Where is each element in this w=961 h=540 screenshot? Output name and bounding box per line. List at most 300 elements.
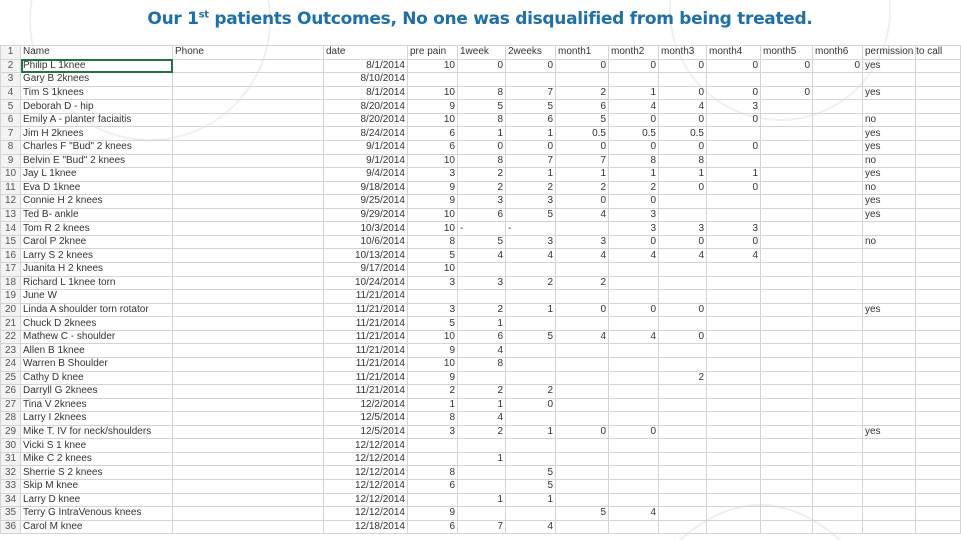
cell-date[interactable]: 8/1/2014	[324, 86, 408, 100]
cell-name[interactable]: Connie H 2 knees	[21, 195, 173, 209]
row-number[interactable]: 21	[1, 317, 21, 331]
cell-permission[interactable]	[863, 249, 916, 263]
cell-extra[interactable]	[916, 439, 961, 453]
cell-pre-pain[interactable]: 2	[408, 385, 458, 399]
cell-date[interactable]: 12/12/2014	[324, 439, 408, 453]
cell-month6[interactable]	[813, 168, 863, 182]
row-number[interactable]: 20	[1, 303, 21, 317]
cell-1week[interactable]: 0	[458, 140, 506, 154]
cell-1week[interactable]: 1	[458, 398, 506, 412]
cell-1week[interactable]: 2	[458, 425, 506, 439]
cell-month1[interactable]	[556, 357, 609, 371]
cell-1week[interactable]: 3	[458, 195, 506, 209]
cell-month3[interactable]	[659, 385, 707, 399]
cell-pre-pain[interactable]: 10	[408, 154, 458, 168]
cell-name[interactable]: Jay L 1knee	[21, 168, 173, 182]
row-number[interactable]: 36	[1, 520, 21, 534]
row-number[interactable]: 31	[1, 452, 21, 466]
cell-month5[interactable]	[761, 181, 813, 195]
cell-1week[interactable]: 6	[458, 330, 506, 344]
cell-month1[interactable]: 1	[556, 168, 609, 182]
cell-month2[interactable]	[609, 493, 659, 507]
cell-date[interactable]: 12/18/2014	[324, 520, 408, 534]
cell-month4[interactable]	[707, 398, 761, 412]
cell-permission[interactable]	[863, 466, 916, 480]
cell-extra[interactable]	[916, 317, 961, 331]
cell-phone[interactable]	[173, 493, 324, 507]
cell-2weeks[interactable]: 4	[506, 520, 556, 534]
cell-1week[interactable]: 4	[458, 412, 506, 426]
cell-pre-pain[interactable]: 1	[408, 398, 458, 412]
cell-permission[interactable]	[863, 357, 916, 371]
cell-month3[interactable]	[659, 480, 707, 494]
cell-permission[interactable]: no	[863, 113, 916, 127]
cell-month1[interactable]	[556, 493, 609, 507]
cell-2weeks[interactable]: 0	[506, 398, 556, 412]
cell-month1[interactable]	[556, 520, 609, 534]
cell-1week[interactable]: 8	[458, 113, 506, 127]
cell-month1[interactable]: 0	[556, 59, 609, 73]
cell-month1[interactable]: 0	[556, 303, 609, 317]
cell-2weeks[interactable]	[506, 507, 556, 521]
cell-permission[interactable]: yes	[863, 86, 916, 100]
cell-permission[interactable]	[863, 480, 916, 494]
cell-phone[interactable]	[173, 398, 324, 412]
cell-month3[interactable]: 0.5	[659, 127, 707, 141]
cell-name[interactable]: Carol P 2knee	[21, 235, 173, 249]
cell-month4[interactable]: 0	[707, 59, 761, 73]
header-cell-2weeks[interactable]: 2weeks	[506, 46, 556, 60]
cell-month2[interactable]: 4	[609, 330, 659, 344]
cell-month3[interactable]	[659, 290, 707, 304]
cell-month2[interactable]	[609, 398, 659, 412]
cell-month1[interactable]: 6	[556, 100, 609, 114]
cell-phone[interactable]	[173, 303, 324, 317]
cell-date[interactable]: 9/25/2014	[324, 195, 408, 209]
cell-date[interactable]: 9/18/2014	[324, 181, 408, 195]
cell-extra[interactable]	[916, 263, 961, 277]
cell-month6[interactable]	[813, 73, 863, 87]
cell-date[interactable]: 9/1/2014	[324, 140, 408, 154]
cell-month6[interactable]	[813, 127, 863, 141]
cell-month2[interactable]: 0	[609, 140, 659, 154]
cell-month6[interactable]	[813, 113, 863, 127]
cell-month5[interactable]	[761, 154, 813, 168]
cell-1week[interactable]: 4	[458, 249, 506, 263]
cell-1week[interactable]: 1	[458, 452, 506, 466]
cell-month3[interactable]	[659, 73, 707, 87]
cell-month3[interactable]	[659, 439, 707, 453]
cell-pre-pain[interactable]: 9	[408, 371, 458, 385]
cell-2weeks[interactable]	[506, 344, 556, 358]
cell-extra[interactable]	[916, 100, 961, 114]
cell-month6[interactable]	[813, 290, 863, 304]
cell-month4[interactable]	[707, 73, 761, 87]
cell-extra[interactable]	[916, 425, 961, 439]
cell-month1[interactable]: 4	[556, 330, 609, 344]
cell-month5[interactable]	[761, 412, 813, 426]
cell-month1[interactable]: 7	[556, 154, 609, 168]
cell-phone[interactable]	[173, 439, 324, 453]
cell-name[interactable]: Deborah D - hip	[21, 100, 173, 114]
cell-month2[interactable]: 0	[609, 303, 659, 317]
cell-2weeks[interactable]: 5	[506, 100, 556, 114]
cell-date[interactable]: 11/21/2014	[324, 317, 408, 331]
cell-permission[interactable]	[863, 385, 916, 399]
row-number[interactable]: 2	[1, 59, 21, 73]
cell-pre-pain[interactable]: 9	[408, 100, 458, 114]
cell-month5[interactable]	[761, 507, 813, 521]
cell-permission[interactable]: yes	[863, 303, 916, 317]
cell-month3[interactable]: 0	[659, 86, 707, 100]
cell-month4[interactable]	[707, 303, 761, 317]
cell-month6[interactable]	[813, 371, 863, 385]
cell-month4[interactable]	[707, 507, 761, 521]
cell-permission[interactable]	[863, 222, 916, 236]
cell-1week[interactable]	[458, 480, 506, 494]
cell-date[interactable]: 12/2/2014	[324, 398, 408, 412]
cell-pre-pain[interactable]: 6	[408, 520, 458, 534]
cell-date[interactable]: 11/21/2014	[324, 303, 408, 317]
cell-month1[interactable]: 0	[556, 195, 609, 209]
cell-pre-pain[interactable]	[408, 439, 458, 453]
cell-name[interactable]: Mike C 2 knees	[21, 452, 173, 466]
header-cell-date[interactable]: date	[324, 46, 408, 60]
cell-phone[interactable]	[173, 222, 324, 236]
cell-pre-pain[interactable]: 3	[408, 168, 458, 182]
cell-phone[interactable]	[173, 290, 324, 304]
cell-1week[interactable]: 0	[458, 59, 506, 73]
cell-month3[interactable]: 0	[659, 113, 707, 127]
cell-date[interactable]: 10/24/2014	[324, 276, 408, 290]
cell-extra[interactable]	[916, 520, 961, 534]
cell-month5[interactable]	[761, 480, 813, 494]
cell-1week[interactable]: 1	[458, 127, 506, 141]
cell-month6[interactable]	[813, 140, 863, 154]
cell-1week[interactable]: 6	[458, 208, 506, 222]
cell-extra[interactable]	[916, 222, 961, 236]
cell-date[interactable]: 11/21/2014	[324, 371, 408, 385]
cell-1week[interactable]	[458, 371, 506, 385]
cell-2weeks[interactable]	[506, 439, 556, 453]
cell-month4[interactable]: 4	[707, 249, 761, 263]
cell-permission[interactable]	[863, 276, 916, 290]
cell-month3[interactable]	[659, 412, 707, 426]
header-cell-pre-pain[interactable]: pre pain	[408, 46, 458, 60]
cell-1week[interactable]	[458, 73, 506, 87]
row-number[interactable]: 25	[1, 371, 21, 385]
cell-phone[interactable]	[173, 371, 324, 385]
cell-month3[interactable]: 4	[659, 100, 707, 114]
cell-name[interactable]: Richard L 1knee torn	[21, 276, 173, 290]
cell-month5[interactable]	[761, 330, 813, 344]
cell-1week[interactable]	[458, 439, 506, 453]
cell-month4[interactable]	[707, 276, 761, 290]
cell-extra[interactable]	[916, 195, 961, 209]
cell-2weeks[interactable]: -	[506, 222, 556, 236]
cell-month5[interactable]	[761, 263, 813, 277]
cell-phone[interactable]	[173, 425, 324, 439]
header-cell-month5[interactable]: month5	[761, 46, 813, 60]
row-number[interactable]: 33	[1, 480, 21, 494]
cell-month6[interactable]	[813, 249, 863, 263]
cell-month2[interactable]: 0	[609, 425, 659, 439]
row-number[interactable]: 15	[1, 235, 21, 249]
row-number[interactable]: 11	[1, 181, 21, 195]
cell-month6[interactable]: 0	[813, 59, 863, 73]
cell-2weeks[interactable]	[506, 412, 556, 426]
cell-month4[interactable]	[707, 127, 761, 141]
cell-month3[interactable]	[659, 507, 707, 521]
row-number[interactable]: 14	[1, 222, 21, 236]
cell-month6[interactable]	[813, 330, 863, 344]
cell-1week[interactable]: 5	[458, 100, 506, 114]
cell-month2[interactable]	[609, 452, 659, 466]
cell-date[interactable]: 12/12/2014	[324, 452, 408, 466]
cell-month6[interactable]	[813, 493, 863, 507]
cell-month1[interactable]: 0.5	[556, 127, 609, 141]
cell-month6[interactable]	[813, 412, 863, 426]
cell-2weeks[interactable]: 1	[506, 127, 556, 141]
cell-date[interactable]: 9/4/2014	[324, 168, 408, 182]
cell-date[interactable]: 8/24/2014	[324, 127, 408, 141]
cell-2weeks[interactable]: 2	[506, 181, 556, 195]
cell-pre-pain[interactable]: 8	[408, 412, 458, 426]
cell-extra[interactable]	[916, 480, 961, 494]
cell-month4[interactable]	[707, 208, 761, 222]
cell-phone[interactable]	[173, 195, 324, 209]
cell-month1[interactable]: 5	[556, 507, 609, 521]
cell-phone[interactable]	[173, 168, 324, 182]
cell-month5[interactable]	[761, 235, 813, 249]
row-number[interactable]: 12	[1, 195, 21, 209]
cell-2weeks[interactable]: 7	[506, 86, 556, 100]
cell-phone[interactable]	[173, 127, 324, 141]
cell-month4[interactable]	[707, 344, 761, 358]
cell-permission[interactable]	[863, 493, 916, 507]
cell-pre-pain[interactable]	[408, 493, 458, 507]
cell-month2[interactable]: 0	[609, 113, 659, 127]
cell-1week[interactable]: 2	[458, 181, 506, 195]
cell-extra[interactable]	[916, 113, 961, 127]
cell-month3[interactable]: 0	[659, 140, 707, 154]
header-cell-1week[interactable]: 1week	[458, 46, 506, 60]
cell-date[interactable]: 12/5/2014	[324, 425, 408, 439]
cell-month6[interactable]	[813, 100, 863, 114]
row-number[interactable]: 24	[1, 357, 21, 371]
cell-month5[interactable]	[761, 140, 813, 154]
cell-month2[interactable]	[609, 276, 659, 290]
cell-month3[interactable]	[659, 452, 707, 466]
cell-permission[interactable]	[863, 412, 916, 426]
cell-name[interactable]: Tim S 1knees	[21, 86, 173, 100]
cell-date[interactable]: 12/12/2014	[324, 466, 408, 480]
cell-2weeks[interactable]: 0	[506, 59, 556, 73]
cell-name[interactable]: Ted B- ankle	[21, 208, 173, 222]
cell-month5[interactable]	[761, 249, 813, 263]
cell-permission[interactable]	[863, 100, 916, 114]
cell-2weeks[interactable]: 4	[506, 249, 556, 263]
cell-phone[interactable]	[173, 276, 324, 290]
cell-month2[interactable]	[609, 385, 659, 399]
cell-date[interactable]: 8/20/2014	[324, 113, 408, 127]
header-cell-month2[interactable]: month2	[609, 46, 659, 60]
cell-month2[interactable]	[609, 412, 659, 426]
cell-month1[interactable]: 4	[556, 249, 609, 263]
cell-date[interactable]: 12/12/2014	[324, 480, 408, 494]
cell-permission[interactable]: yes	[863, 140, 916, 154]
cell-month3[interactable]	[659, 520, 707, 534]
cell-extra[interactable]	[916, 73, 961, 87]
cell-name[interactable]: Mike T. IV for neck/shoulders	[21, 425, 173, 439]
cell-phone[interactable]	[173, 235, 324, 249]
row-number[interactable]: 7	[1, 127, 21, 141]
cell-month6[interactable]	[813, 208, 863, 222]
cell-extra[interactable]	[916, 303, 961, 317]
cell-1week[interactable]: 7	[458, 520, 506, 534]
cell-pre-pain[interactable]: 10	[408, 263, 458, 277]
cell-month2[interactable]: 3	[609, 208, 659, 222]
cell-name[interactable]: Warren B Shoulder	[21, 357, 173, 371]
row-number[interactable]: 13	[1, 208, 21, 222]
cell-month5[interactable]	[761, 398, 813, 412]
cell-extra[interactable]	[916, 249, 961, 263]
cell-month2[interactable]: 0.5	[609, 127, 659, 141]
cell-2weeks[interactable]: 5	[506, 330, 556, 344]
cell-extra[interactable]	[916, 385, 961, 399]
cell-month3[interactable]	[659, 425, 707, 439]
cell-month1[interactable]: 3	[556, 235, 609, 249]
cell-1week[interactable]: 1	[458, 317, 506, 331]
cell-month3[interactable]	[659, 466, 707, 480]
cell-2weeks[interactable]: 1	[506, 425, 556, 439]
cell-month1[interactable]: 0	[556, 140, 609, 154]
cell-name[interactable]: Tina V 2knees	[21, 398, 173, 412]
cell-2weeks[interactable]: 3	[506, 195, 556, 209]
cell-month5[interactable]	[761, 276, 813, 290]
cell-date[interactable]: 8/1/2014	[324, 59, 408, 73]
cell-month3[interactable]	[659, 317, 707, 331]
cell-month1[interactable]	[556, 371, 609, 385]
cell-2weeks[interactable]: 5	[506, 208, 556, 222]
cell-phone[interactable]	[173, 113, 324, 127]
cell-2weeks[interactable]	[506, 290, 556, 304]
cell-name[interactable]: Juanita H 2 knees	[21, 263, 173, 277]
cell-permission[interactable]: yes	[863, 195, 916, 209]
cell-month6[interactable]	[813, 263, 863, 277]
cell-month3[interactable]	[659, 208, 707, 222]
cell-name[interactable]: Terry G IntraVenous knees	[21, 507, 173, 521]
row-number[interactable]: 8	[1, 140, 21, 154]
cell-extra[interactable]	[916, 181, 961, 195]
cell-1week[interactable]	[458, 507, 506, 521]
cell-1week[interactable]: 2	[458, 303, 506, 317]
cell-pre-pain[interactable]: 3	[408, 276, 458, 290]
cell-1week[interactable]: 2	[458, 168, 506, 182]
cell-month2[interactable]	[609, 357, 659, 371]
cell-name[interactable]: Larry S 2 knees	[21, 249, 173, 263]
cell-month1[interactable]	[556, 385, 609, 399]
cell-date[interactable]: 9/1/2014	[324, 154, 408, 168]
cell-permission[interactable]: no	[863, 181, 916, 195]
cell-month5[interactable]	[761, 208, 813, 222]
cell-month1[interactable]	[556, 439, 609, 453]
cell-month4[interactable]	[707, 330, 761, 344]
cell-2weeks[interactable]: 2	[506, 385, 556, 399]
cell-month6[interactable]	[813, 439, 863, 453]
cell-month4[interactable]	[707, 357, 761, 371]
cell-pre-pain[interactable]: 6	[408, 480, 458, 494]
cell-month5[interactable]	[761, 290, 813, 304]
cell-month4[interactable]: 1	[707, 168, 761, 182]
cell-permission[interactable]	[863, 344, 916, 358]
cell-month6[interactable]	[813, 480, 863, 494]
cell-1week[interactable]: 1	[458, 493, 506, 507]
cell-month3[interactable]: 0	[659, 303, 707, 317]
cell-pre-pain[interactable]: 8	[408, 466, 458, 480]
cell-name[interactable]: Sherrie S 2 knees	[21, 466, 173, 480]
cell-month5[interactable]	[761, 466, 813, 480]
cell-month3[interactable]: 0	[659, 181, 707, 195]
cell-month2[interactable]	[609, 290, 659, 304]
cell-1week[interactable]: -	[458, 222, 506, 236]
cell-name[interactable]: Gary B 2knees	[21, 73, 173, 87]
header-cell-phone[interactable]: Phone	[173, 46, 324, 60]
cell-month6[interactable]	[813, 181, 863, 195]
cell-2weeks[interactable]	[506, 371, 556, 385]
cell-name[interactable]: Belvin E "Bud" 2 knees	[21, 154, 173, 168]
cell-month1[interactable]	[556, 290, 609, 304]
cell-month4[interactable]	[707, 385, 761, 399]
cell-name[interactable]: Mathew C - shoulder	[21, 330, 173, 344]
cell-month3[interactable]: 1	[659, 168, 707, 182]
cell-pre-pain[interactable]: 6	[408, 127, 458, 141]
cell-permission[interactable]	[863, 290, 916, 304]
cell-month4[interactable]	[707, 154, 761, 168]
row-number[interactable]: 22	[1, 330, 21, 344]
cell-name[interactable]: Cathy D knee	[21, 371, 173, 385]
cell-month1[interactable]	[556, 480, 609, 494]
row-number[interactable]: 4	[1, 86, 21, 100]
cell-pre-pain[interactable]: 9	[408, 195, 458, 209]
cell-2weeks[interactable]	[506, 263, 556, 277]
cell-month1[interactable]	[556, 466, 609, 480]
cell-pre-pain[interactable]: 9	[408, 507, 458, 521]
cell-month6[interactable]	[813, 466, 863, 480]
cell-date[interactable]: 12/12/2014	[324, 493, 408, 507]
cell-1week[interactable]	[458, 263, 506, 277]
row-number[interactable]: 32	[1, 466, 21, 480]
cell-month1[interactable]: 4	[556, 208, 609, 222]
cell-phone[interactable]	[173, 480, 324, 494]
cell-extra[interactable]	[916, 154, 961, 168]
cell-pre-pain[interactable]: 3	[408, 303, 458, 317]
cell-1week[interactable]	[458, 466, 506, 480]
cell-month3[interactable]: 0	[659, 59, 707, 73]
cell-pre-pain[interactable]: 3	[408, 425, 458, 439]
cell-name[interactable]: Charles F "Bud" 2 knees	[21, 140, 173, 154]
cell-permission[interactable]	[863, 398, 916, 412]
cell-month1[interactable]: 0	[556, 425, 609, 439]
cell-extra[interactable]	[916, 86, 961, 100]
cell-month2[interactable]	[609, 371, 659, 385]
cell-month5[interactable]	[761, 168, 813, 182]
cell-month4[interactable]: 0	[707, 181, 761, 195]
cell-2weeks[interactable]: 1	[506, 493, 556, 507]
cell-month1[interactable]	[556, 344, 609, 358]
cell-month6[interactable]	[813, 317, 863, 331]
cell-pre-pain[interactable]: 8	[408, 235, 458, 249]
